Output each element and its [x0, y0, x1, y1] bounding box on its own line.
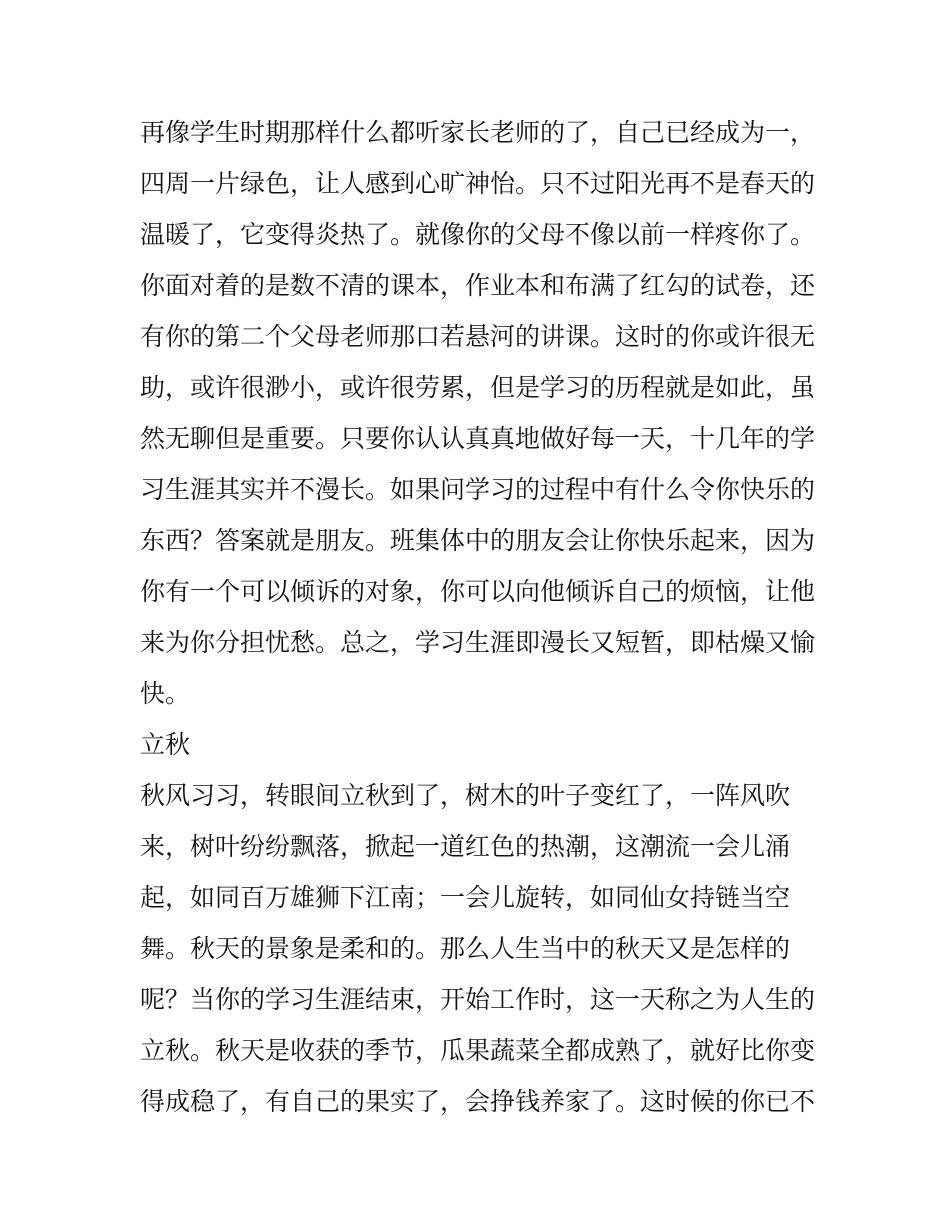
text-line: 再像学生时期那样什么都听家长老师的了，自己已经成为一，	[140, 118, 816, 147]
text-line: 然无聊但是重要。只要你认认真真地做好每一天，十几年的学	[140, 424, 816, 453]
text-line: 你面对着的是数不清的课本，作业本和布满了红勾的试卷，还	[140, 271, 816, 300]
text-line: 来为你分担忧愁。总之，学习生涯即漫长又短暂，即枯燥又愉	[140, 628, 816, 657]
text-line: 有你的第二个父母老师那口若悬河的讲课。这时的你或许很无	[140, 322, 816, 351]
text-line: 秋风习习，转眼间立秋到了，树木的叶子变红了，一阵风吹	[140, 781, 791, 810]
text-line: 立秋。秋天是收获的季节，瓜果蔬菜全都成熟了，就好比你变	[140, 1036, 816, 1065]
document-body	[140, 107, 820, 1127]
text-line: 习生涯其实并不漫长。如果问学习的过程中有什么令你快乐的	[140, 475, 816, 504]
text-line: 来，树叶纷纷飘落，掀起一道红色的热潮，这潮流一会儿涌	[140, 832, 791, 861]
text-line: 你有一个可以倾诉的对象，你可以向他倾诉自己的烦恼，让他	[140, 577, 816, 606]
text-line: 东西？答案就是朋友。班集体中的朋友会让你快乐起来，因为	[140, 526, 816, 555]
section-heading: 立秋	[140, 730, 191, 759]
text-line: 快。	[140, 679, 191, 708]
text-line: 舞。秋天的景象是柔和的。那么人生当中的秋天又是怎样的	[140, 934, 791, 963]
text-line: 呢？当你的学习生涯结束，开始工作时，这一天称之为人生的	[140, 985, 816, 1014]
text-line: 四周一片绿色，让人感到心旷神怡。只不过阳光再不是春天的	[140, 169, 816, 198]
text-line: 温暖了，它变得炎热了。就像你的父母不像以前一样疼你了。	[140, 220, 816, 249]
text-line: 起，如同百万雄狮下江南；一会儿旋转，如同仙女持链当空	[140, 883, 791, 912]
text-line: 得成稳了，有自己的果实了，会挣钱养家了。这时候的你已不	[140, 1087, 816, 1116]
text-line: 助，或许很渺小，或许很劳累，但是学习的历程就是如此，虽	[140, 373, 816, 402]
